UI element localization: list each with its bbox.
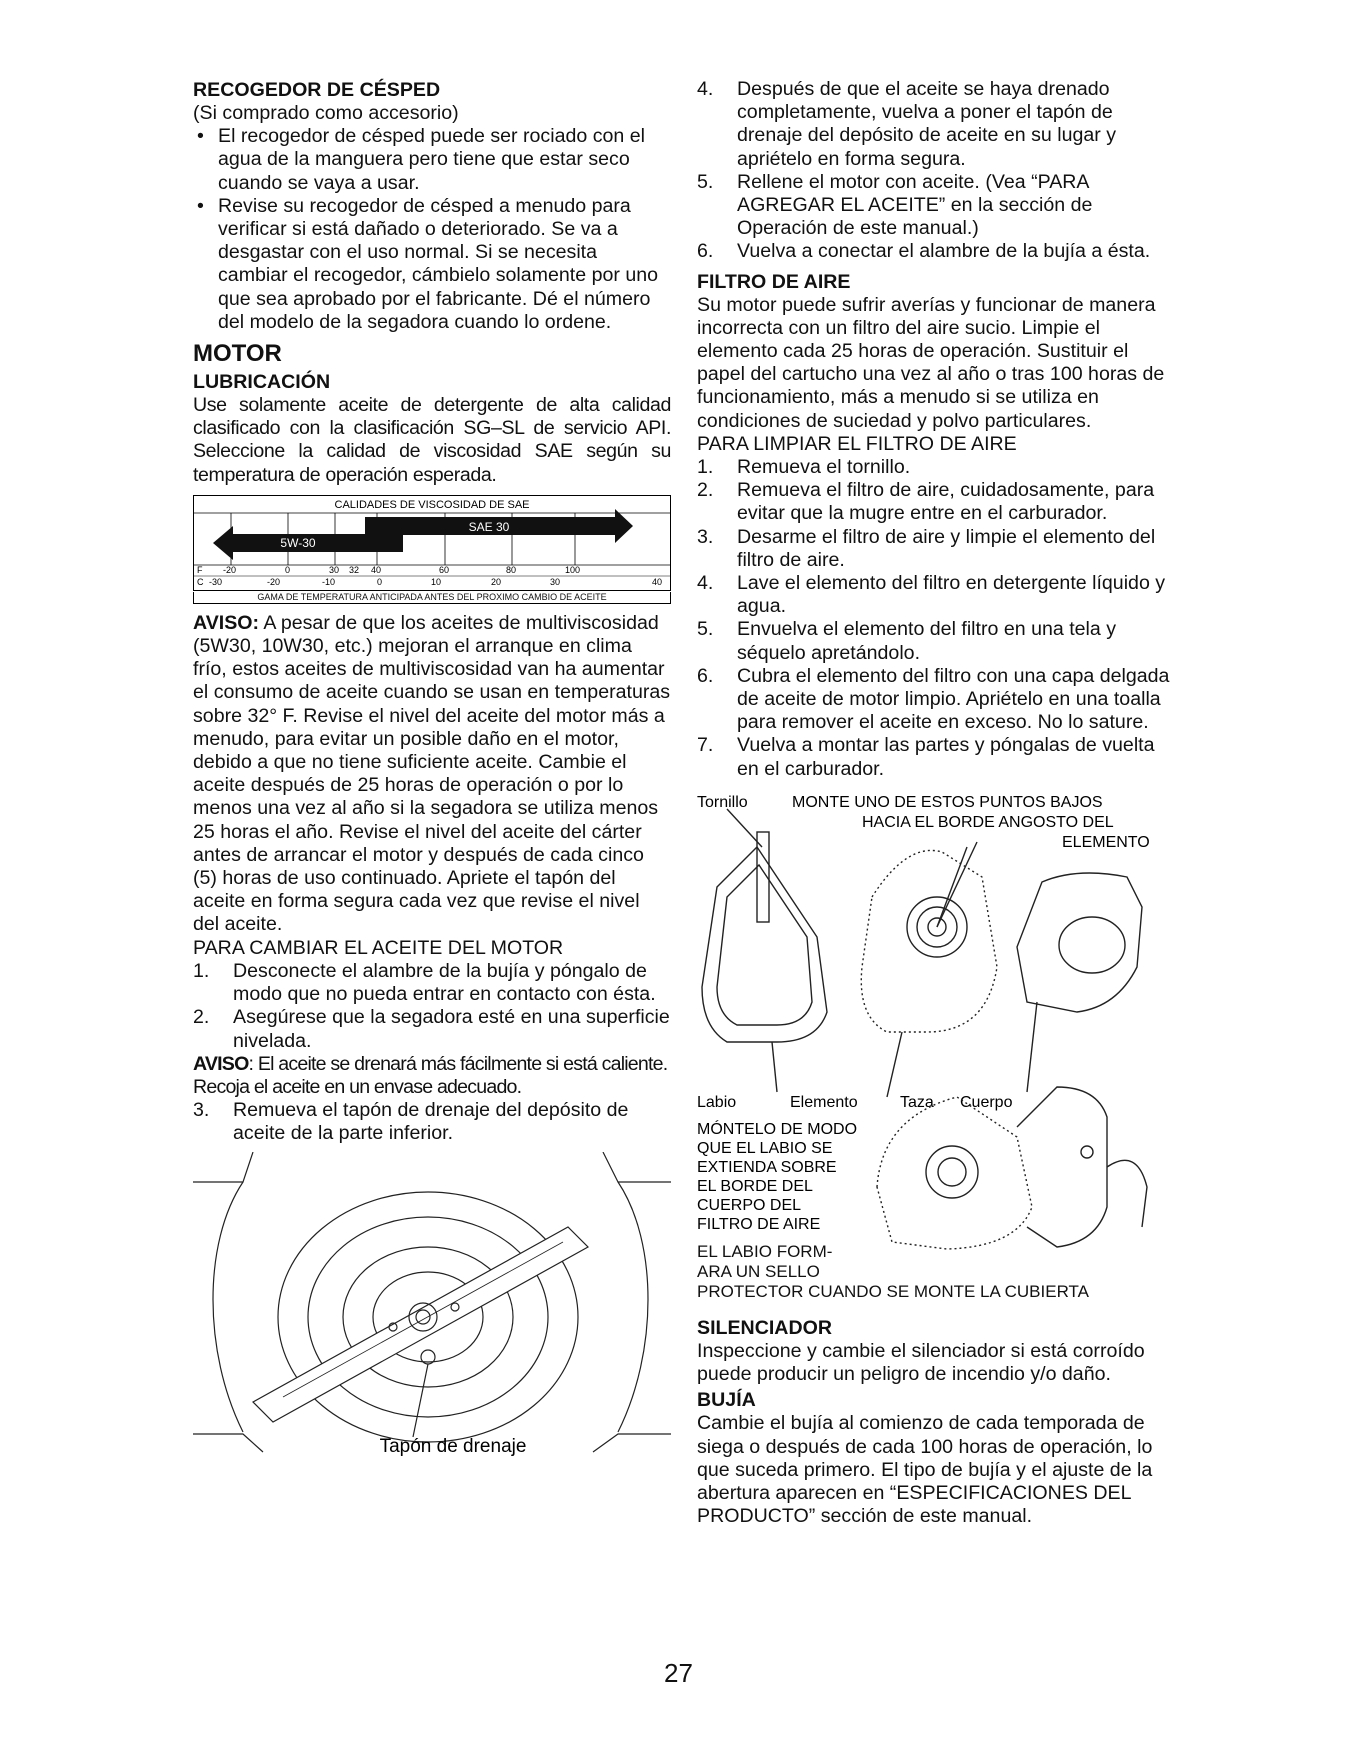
grass-bullet-2: • Revise su recogedor de césped a menudo para verificar si está dañado o deteriorado. Se va a desgastar con el uso normal. Si se necesita cambiar el recogedor, cámbielo solamente por uno que sea aprobado por el fabricante. Dé el número del modelo de la segadora cuando lo ordene. — [197, 194, 659, 333]
f-tick: 80 — [506, 564, 517, 575]
clean-step-7-text: Vuelva a montar las partes y póngalas de vuelta en el carburador. — [737, 734, 1155, 780]
fig-montelo-line: CUERPO DEL — [697, 1196, 802, 1214]
change-oil-title: PARA CAMBIAR EL ACEITE DEL MOTOR — [193, 936, 564, 959]
grass-bullet-2-text: Revise su recogedor de césped a menudo para verificar si está dañado o deteriorado. Se va a desgastar con el uso normal. Si se necesita cambiar el recogedor, cámbielo solamente por uno que sea aprobado por el fabricante. Dé el número del modelo de la segadora cuando lo ordene. — [218, 194, 659, 333]
drain-plug-illustration — [193, 1152, 671, 1462]
change-step-1: 1. Desconecte el alambre de la bujía y póngalo de modo que no pueda entrar en contacto con ésta. — [193, 959, 656, 1006]
change-step-5 — [697, 171, 1177, 241]
clean-step-1 — [697, 456, 1177, 479]
clean-step-5-text: Envuelva el elemento del filtro en una tela y séquelo apretándolo. — [737, 618, 1117, 664]
fig-sello-line-2: ARA UN SELLO — [697, 1261, 820, 1281]
clean-step-6 — [697, 665, 1177, 735]
change-step-6-text: Vuelva a conectar el alambre de la bujía a ésta. — [737, 240, 1151, 263]
step-number: 5. — [697, 170, 714, 193]
viscosity-table-title: CALIDADES DE VISCOSIDAD DE SAE — [334, 498, 530, 511]
f-tick: 100 — [565, 564, 581, 575]
clean-step-2-text: Remueva el filtro de aire, cuidadosamente, para evitar que la mugre entre en el carburador. — [737, 479, 1155, 525]
change-step-3-text: Remueva el tapón de drenaje del depósito de aceite de la parte inferior. — [233, 1099, 629, 1145]
grass-bullet-1-text: El recogedor de césped puede ser rociado con el agua de la manguera pero tiene que estar seco cuando se vaya a usar. — [218, 125, 645, 194]
fig-elemento-label: Elemento — [790, 1093, 858, 1111]
change-step-4-text: Después de que el aceite se haya drenado completamente, vuelva a poner el tapón de drenaje del depósito de aceite en su lugar y apriételo en forma segura. — [737, 78, 1117, 170]
clean-step-3 — [697, 526, 1177, 572]
clean-step-2 — [697, 479, 1177, 525]
clean-step-3-text: Desarme el filtro de aire y limpie el elemento del filtro de aire. — [737, 525, 1156, 571]
clean-filter-title: PARA LIMPIAR EL FILTRO DE AIRE — [697, 432, 1017, 455]
change-step-6 — [697, 240, 1177, 263]
f-label: F — [197, 564, 203, 575]
c-tick: -20 — [267, 576, 281, 587]
clean-step-5 — [697, 618, 1177, 664]
change-step-1-text: Desconecte el alambre de la bujía y póngalo de modo que no pueda entrar en contacto con ésta. — [233, 959, 656, 1006]
f-tick: 30 — [329, 564, 340, 575]
motor-title: MOTOR — [193, 340, 282, 368]
fig-montelo-line: FILTRO DE AIRE — [697, 1215, 821, 1233]
aviso-2-label: AVISO — [193, 1052, 249, 1075]
c-tick: 20 — [491, 576, 502, 587]
spark-plug-title: BUJÍA — [697, 1389, 756, 1412]
aviso-2-text: : El aceite se drenará más fácilmente si está caliente. Recoja el aceite en un envase adecuado. — [193, 1052, 668, 1098]
grass-bullet-1: • El recogedor de césped puede ser rociado con el agua de la manguera pero tiene que estar seco cuando se vaya a usar. — [197, 125, 645, 194]
spark-plug-text: Cambie el bujía al comienzo de cada temporada de siega o después de cada 100 horas de operación, lo que suceda primero. El tipo de bujía y el ajuste de la abertura aparecen en “ESPECIFICACIONES DEL PRODUCTO” sección de este manual. — [697, 1412, 1153, 1528]
step-number: 3. — [697, 525, 714, 548]
air-filter-figure — [697, 787, 1177, 1302]
viscosity-chart — [193, 495, 671, 591]
clean-step-6-text: Cubra el elemento del filtro con una capa delgada de aceite de motor limpio. Apriételo en una toalla para remover el aceite en exceso. No lo sature. — [737, 664, 1170, 734]
grass-catcher-subtitle: (Si comprado como accesorio) — [193, 102, 459, 124]
aviso-2 — [193, 1053, 671, 1099]
c-tick: 30 — [550, 576, 561, 587]
c-tick: 10 — [431, 576, 442, 587]
fig-montelo-line: EL BORDE DEL — [697, 1177, 813, 1195]
fig-taza-label: Taza — [900, 1093, 934, 1111]
change-step-4 — [697, 78, 1177, 171]
fig-monte-line-2: HACIA EL BORDE ANGOSTO DEL — [862, 813, 1114, 831]
drain-plug-caption: Tapón de drenaje — [379, 1435, 527, 1457]
sae30-label: SAE 30 — [468, 519, 510, 534]
fig-labio-label: Labio — [697, 1093, 737, 1111]
fig-protector-line: PROTECTOR CUANDO SE MONTE LA CUBIERTA — [697, 1281, 1090, 1301]
viscosity-table-footer: GAMA DE TEMPERATURA ANTICIPADA ANTES DEL PROXIMO CAMBIO DE ACEITE — [193, 592, 671, 604]
f-tick: -20 — [223, 564, 237, 575]
step-number: 1. — [697, 456, 714, 479]
step-number: 5. — [697, 618, 714, 641]
fig-montelo-line: MÓNTELO DE MODO — [697, 1120, 858, 1138]
muffler-title: SILENCIADOR — [697, 1316, 832, 1339]
change-step-2: 2. Asegúrese que la segadora esté en una superficie nivelada. — [193, 1006, 670, 1052]
step-number: 6. — [697, 240, 714, 263]
f-tick: 32 — [349, 564, 360, 575]
c-tick: 0 — [377, 576, 383, 587]
step-number: 6. — [697, 664, 714, 687]
c-tick: -10 — [322, 576, 336, 587]
fig-tornillo-label: Tornillo — [697, 793, 748, 811]
drain-plug-figure — [193, 1152, 671, 1467]
clean-step-7 — [697, 734, 1177, 780]
c-tick: -30 — [209, 576, 223, 587]
air-filter-illustration — [697, 787, 1177, 1257]
f-tick: 60 — [439, 564, 450, 575]
grass-catcher-title: RECOGEDOR DE CÉSPED — [193, 79, 441, 101]
left-column — [193, 78, 671, 1467]
fig-cuerpo-label: Cuerpo — [960, 1093, 1013, 1111]
change-step-3: 3. Remueva el tapón de drenaje del depósito de aceite de la parte inferior. — [193, 1099, 629, 1145]
step-number: 7. — [697, 734, 714, 757]
muffler-text: Inspeccione y cambie el silenciador si está corroído puede producir un peligro de incendio y/o daño. — [697, 1339, 1145, 1386]
fig-monte-line-3: ELEMENTO — [1062, 833, 1150, 851]
c-tick: 40 — [652, 576, 663, 587]
step-number: 4. — [697, 572, 714, 595]
page-number: 27 — [664, 1658, 693, 1688]
change-step-5-text: Rellene el motor con aceite. (Vea “PARA AGREGAR EL ACEITE” en la sección de Operación de este manual.) — [737, 170, 1093, 240]
air-filter-title: FILTRO DE AIRE — [697, 270, 851, 293]
fig-monte-line-1: MONTE UNO DE ESTOS PUNTOS BAJOS — [792, 793, 1103, 811]
clean-step-1-text: Remueva el tornillo. — [737, 456, 911, 479]
right-column — [697, 78, 1177, 1528]
step-number: 4. — [697, 78, 714, 100]
change-step-2-text: Asegúrese que la segadora esté en una superficie nivelada. — [233, 1006, 670, 1052]
aviso-1-text: A pesar de que los aceites de multiviscosidad (5W30, 10W30, etc.) mejoran el arranque en clima frío, estos aceites de multiviscosidad van ha aumentar el consumo de aceite cuando se usan en temperaturas sobre 32° F. Revise el nivel del aceite del motor más a menudo, para evitar un posible daño en el motor, debido a que no tiene suficiente aceite. Cambie el aceite después de 25 horas de operación o por lo menos una vez al año si la segadora se utiliza menos 25 horas el año. Revise el nivel del aceite del cárter antes de arrancar el motor y después de cada cinco (5) horas de uso continuado. Apriete el tapón del aceite en forma segura cada vez que revise el nivel del aceite. — [193, 611, 671, 936]
aviso-1 — [193, 612, 671, 937]
lubrication-title: LUBRICACIÓN — [193, 371, 331, 394]
clean-step-4-text: Lave el elemento del filtro en detergente líquido y agua. — [737, 572, 1166, 618]
f-tick: 0 — [285, 564, 291, 575]
5w30-label: 5W-30 — [280, 535, 316, 550]
step-number: 2. — [697, 479, 714, 502]
fig-montelo-line: EXTIENDA SOBRE — [697, 1158, 837, 1176]
fig-montelo-line: QUE EL LABIO SE — [697, 1139, 833, 1157]
fig-sello-line-1: EL LABIO FORM- — [697, 1241, 833, 1261]
c-label: C — [197, 576, 204, 587]
viscosity-table — [193, 495, 671, 604]
f-tick: 40 — [371, 564, 382, 575]
lubrication-text: Use solamente aceite de detergente de alta calidad clasificado con la clasificación SG–SL de servicio API. Seleccione la calidad de viscosidad SAE según su temperatura de operación esperada. — [193, 394, 671, 486]
aviso-1-label: AVISO: — [193, 611, 260, 634]
clean-step-4 — [697, 572, 1177, 618]
air-filter-text: Su motor puede sufrir averías y funcionar de manera incorrecta con un filtro del aire sucio. Limpie el elemento cada 25 horas de operación. Sustituir el papel del cartucho una vez al año o tras 100 horas de funcionamiento, más a menudo si se utiliza en condiciones de suciedad y polvo particulares. — [697, 293, 1165, 432]
